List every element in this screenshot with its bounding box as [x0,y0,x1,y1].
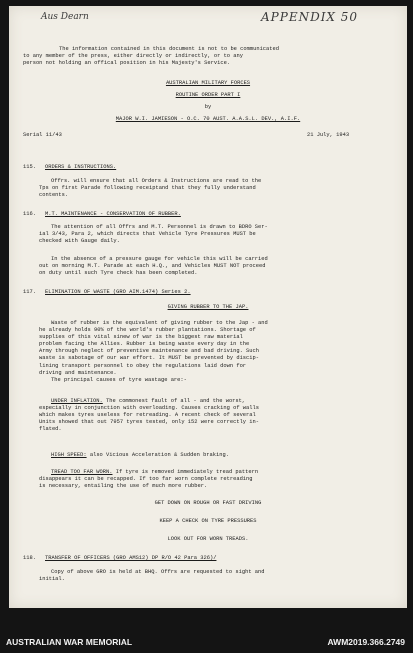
text-line: In the absence of a pressure gauge for vehicle this will be carried [51,256,268,262]
text-line: also Vicious Acceleration & Sudden braking. [89,452,229,458]
text-line: Copy of above GRO is held at BHQ. Offrs are requested to sight and [51,569,265,575]
text-line: The principal causes of tyre wastage are:- [51,376,187,383]
item-118-text [39,569,265,583]
text-line: checked with Gauge daily. [39,238,120,245]
text-line: flated. [39,426,62,433]
text-line: Units showed that out 7957 tyres tested, only 152 were correctly in- [39,419,259,426]
tread-worn-block [39,469,258,490]
slogan-2: KEEP A CHECK ON TYRE PRESSURES [159,518,257,524]
serial-number: Serial 11/43 [23,132,62,138]
under-inflation-title: UNDER INFLATION. [51,398,103,404]
text-line: on duty until such Tyre check has been completed. [39,270,198,277]
tread-worn-title: TREAD TOO FAR WORN. [51,469,113,475]
item-117-number: 117. [23,289,36,295]
text-line: Army through neglect of preventive maintenance and bad driving. Such [39,348,259,355]
handwritten-note-left: Aus Dearn [41,12,89,22]
text-line: supplies of this vital sinew of war is the biggest raw material [39,334,243,341]
archive-footer [0,611,413,653]
text-line: Waste of rubber is the equivalent of giving rubber to the Jap - and [51,320,268,326]
document-page [9,6,407,608]
officer-line: MAJOR W.I. JAMIESON - O.C. 70 AUST. A.A.S.L. DEV., A.I.F. [115,116,301,122]
item-116-para-2 [39,256,268,277]
notice-line: person not holding an offical position in his Majesty's Service. [23,60,231,67]
text-line: Tps on first Parade following receiptand that they fully understand [39,185,256,192]
text-line: driving and maintenance. [39,369,117,376]
text-line: contents. [39,192,69,199]
text-line: If tyre is removed immediately tread pattern [115,469,259,475]
item-117-para-1 [39,320,268,384]
slogan-1: GET DOWN ON ROUGH OR FAST DRIVING [154,500,262,506]
confidentiality-notice [23,46,279,67]
text-line: The attention of all Offrs and M.T. Personnel is drawn to BDRO Ser- [51,224,268,230]
item-115-number: 115. [23,164,36,170]
notice-line: The information contained in this document is not to be communicated [59,46,279,52]
text-line: he already holds 90% of the world's rubber plantations. Shortage of [39,327,256,334]
item-116-para-1 [39,224,268,245]
item-118-number: 118. [23,555,36,561]
handwritten-appendix-label: APPENDIX 50 [261,10,359,24]
item-116-number: 116. [23,211,36,217]
high-speed-line [39,452,229,459]
item-115-text [39,178,261,199]
high-speed-title: HIGH SPEED: [51,452,87,458]
footer-accession-number: AWM2019.366.2749 [327,637,405,647]
order-heading: ROUTINE ORDER PART I [175,92,241,98]
item-116-title: M.T. MAINTENANCE - CONSERVATION OF RUBBER. [45,211,181,217]
text-line: initial. [39,576,65,583]
text-line: waste is sabotage of our war effort. It MUST be prevented by discip- [39,355,259,362]
force-heading: AUSTRALIAN MILITARY FORCES [165,80,251,86]
under-inflation-block [39,398,259,433]
text-line: which makes tyres useless for retreading. A recent check of several [39,412,256,419]
text-line: lining transport personnel to obey the regulations laid down for [39,362,247,369]
slogan-3: LOOK OUT FOR WORN TREADS. [167,536,249,542]
notice-line: to any member of the press, either directly or indirectly, or to any [23,53,243,60]
text-line: problem facing the Allies. Rubber is being waste every day in the [39,341,250,348]
by-line: by [204,104,212,110]
item-118-title: TRANSFER OF OFFICERS (GRO AMS12) DP R/O 42 Para 326)/ [45,555,217,561]
item-117-title: ELIMINATION OF WASTE (GRO AIM.1474) Series 2. [45,289,191,295]
text-line: The commonest fault of all - and the worst, [106,398,246,404]
text-line: Offrs. will ensure that all Orders & Instructions are read to the [51,178,262,184]
text-line: is necessary, entailing the use of much more rubber. [39,483,208,490]
item-115-title: ORDERS & INSTRUCTIONS. [45,164,117,170]
footer-institution: AUSTRALIAN WAR MEMORIAL [6,637,133,647]
order-date: 21 July, 1943 [307,132,350,138]
item-117-subtitle: GIVING RUBBER TO THE JAP. [167,304,249,310]
text-line: out on morning M.T. Parade at each H.Q., and Vehicles MUST NOT proceed [39,263,266,270]
text-line: ial 3/43, Para 2, which directs that Vehicle Tyre Pressures MUST be [39,231,256,238]
text-line: especially in conjunction with overloading. Causes cracking of walls [39,405,259,412]
text-line: disappears it can be recapped. If too far worn complete retreading [39,476,253,483]
